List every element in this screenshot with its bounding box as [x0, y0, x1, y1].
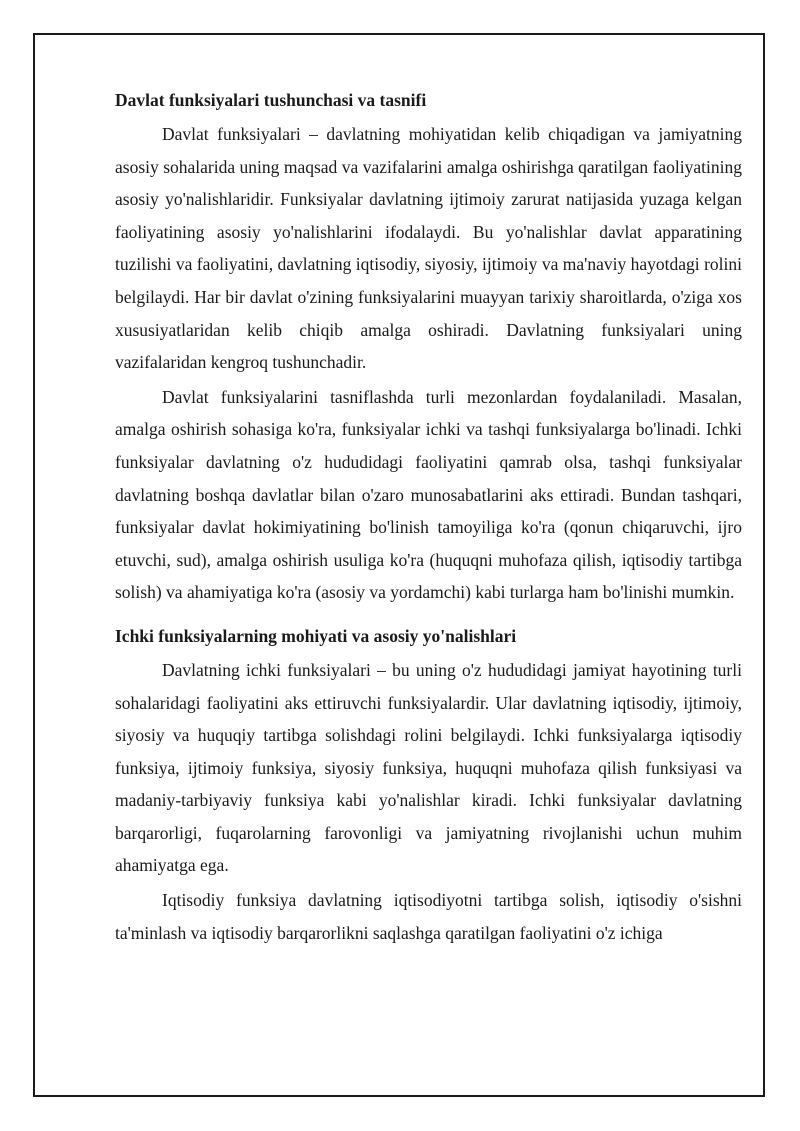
paragraph-internal-functions: Davlatning ichki funksiyalari – bu uning o'z hududidagi jamiyat hayotining turli sohalaridagi faoliyatini aks ettiruvchi funksiyalardir. Ular davlatning iqtisodiy, ijtimoiy, siyosiy va huquqiy tartibga solishdagi rolini belgilaydi. Ichki funksiyalarga iqtisodiy funksiya, ijtimoiy funksiya, siyosiy funksiya, huquqni muhofaza qilish funksiyasi va madaniy-tarbiyaviy funksiya kabi yo'nalishlar kiradi. Ichki funksiyalar davlatning barqarorligi, fuqarolarning farovonligi va jamiyatning rivojlanishi uchun muhim ahamiyatga ega. — [115, 659, 742, 876]
section-heading-functions-concept: Davlat funksiyalari tushunchasi va tasnifi — [115, 90, 427, 110]
section-heading-internal-functions: Ichki funksiyalarning mohiyati va asosiy yo'nalishlari — [115, 625, 517, 646]
paragraph-functions-classification: Davlat funksiyalarini tasniflashda turli mezonlardan foydalaniladi. Masalan, amalga oshirish sohasiga ko'ra, funksiyalar ichki va tashqi funksiyalarga bo'linadi. Ichki funksiyalar davlatning o'z hududidagi faoliyatini qamrab olsa, tashqi funksiyalar davlatning boshqa davlatlar bilan o'zaro munosabatlarini aks ettiradi. Bundan tashqari, funksiyalar davlat hokimiyatining bo'linish tamoyiliga ko'ra (qonun chiqaruvchi, ijro etuvchi, sud), amalga oshirish usuliga ko'ra (huquqni muhofaza qilish, iqtisodiy tartibga solish) va ahamiyatiga ko'ra (asosiy va yordamchi) kabi turlarga ham bo'linishi mumkin. — [115, 386, 742, 603]
document-body — [115, 84, 742, 949]
paragraph-economic-function: Iqtisodiy funksiya davlatning iqtisodiyotni tartibga solish, iqtisodiy o'sishni ta'minlash va iqtisodiy barqarorlikni saqlashga qaratilgan faoliyatini o'z ichiga — [115, 890, 742, 943]
paragraph-functions-definition: Davlat funksiyalari – davlatning mohiyatidan kelib chiqadigan va jamiyatning asosiy sohalarida uning maqsad va vazifalarini amalga oshirishga qaratilgan faoliyatining asosiy yo'nalishlaridir. Funksiyalar davlatning ijtimoiy zarurat natijasida yuzaga kelgan faoliyatining asosiy yo'nalishlarini ifodalaydi. Bu yo'nalishlar davlat apparatining tuzilishi va faoliyatini, davlatning iqtisodiy, siyosiy, ijtimoiy va ma'naviy hayotdagi rolini belgilaydi. Har bir davlat o'zining funksiyalarini muayyan tarixiy sharoitlarda, o'ziga xos xususiyatlaridan kelib chiqib amalga oshiradi. Davlatning funksiyalari uning vazifalaridan kengroq tushunchadir. — [115, 124, 742, 373]
